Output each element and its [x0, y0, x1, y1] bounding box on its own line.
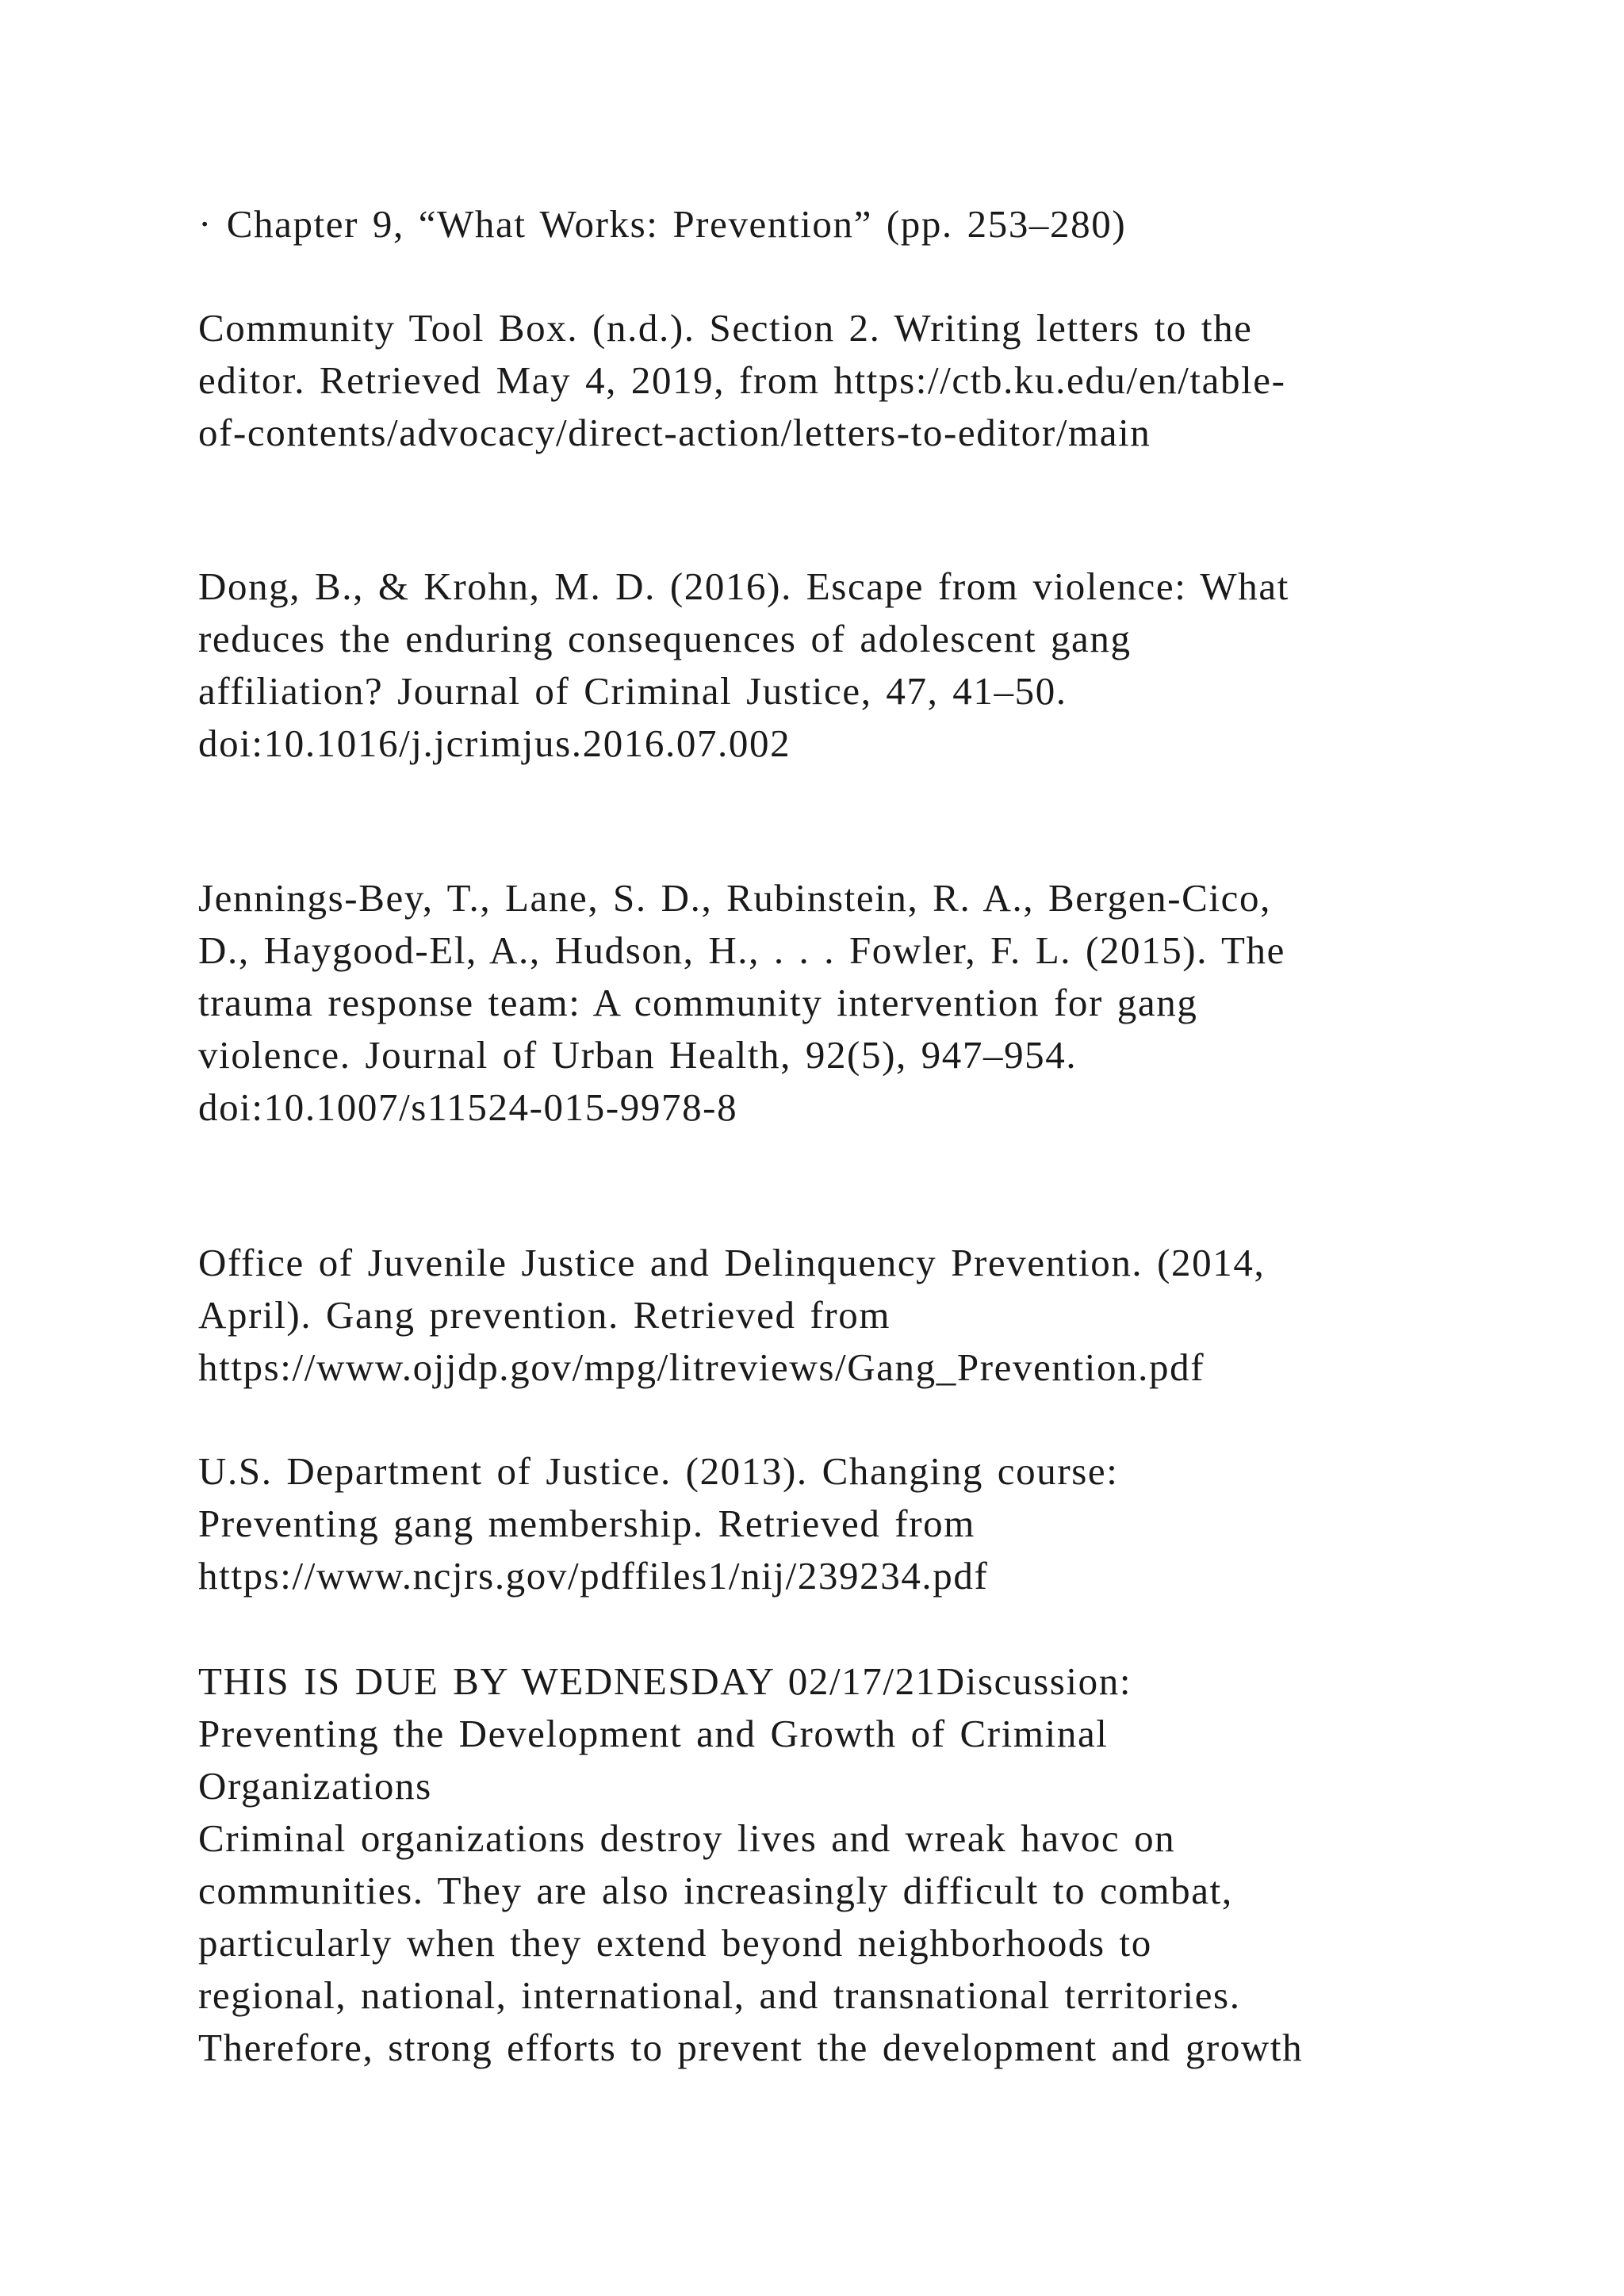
reference-jennings-bey	[198, 872, 1499, 1134]
reference-line: Dong, B., & Krohn, M. D. (2016). Escape from violence: What	[198, 564, 1289, 608]
discussion-body-line: Therefore, strong efforts to prevent the development and growth	[198, 2026, 1304, 2069]
reference-ojjdp	[198, 1237, 1499, 1394]
reference-dong-krohn	[198, 561, 1499, 770]
discussion-body-line: communities. They are also increasingly difficult to combat,	[198, 1869, 1233, 1912]
reference-line: affiliation? Journal of Criminal Justice, 47, 41–50.	[198, 669, 1067, 713]
reference-line: of-contents/advocacy/direct-action/letters-to-editor/main	[198, 411, 1151, 454]
reference-line: Preventing gang membership. Retrieved from	[198, 1502, 975, 1545]
reference-line: https://www.ncjrs.gov/pdffiles1/nij/239234.pdf	[198, 1554, 989, 1598]
reference-line: April). Gang prevention. Retrieved from	[198, 1293, 891, 1337]
discussion-body-line: Criminal organizations destroy lives and wreak havoc on	[198, 1816, 1176, 1860]
discussion-heading-line: Organizations	[198, 1764, 432, 1808]
discussion-section	[198, 1655, 1499, 2074]
reference-line: Jennings-Bey, T., Lane, S. D., Rubinstein, R. A., Bergen-Cico,	[198, 876, 1271, 920]
discussion-heading-line: Preventing the Development and Growth of Criminal	[198, 1712, 1109, 1755]
reference-line: doi:10.1007/s11524-015-9978-8	[198, 1085, 738, 1129]
reference-line: D., Haygood-El, A., Hudson, H., . . . Fowler, F. L. (2015). The	[198, 928, 1286, 972]
discussion-heading-line: THIS IS DUE BY WEDNESDAY 02/17/21Discussion:	[198, 1659, 1132, 1703]
reference-line: Community Tool Box. (n.d.). Section 2. Writing letters to the	[198, 306, 1253, 350]
reference-line: violence. Journal of Urban Health, 92(5), 947–954.	[198, 1033, 1078, 1077]
chapter-list-item	[198, 198, 1499, 251]
reference-line: reduces the enduring consequences of adolescent gang	[198, 617, 1132, 660]
chapter-item-text: · Chapter 9, “What Works: Prevention” (pp. 253–280)	[198, 202, 1127, 246]
discussion-body-line: regional, national, international, and transnational territories.	[198, 1973, 1241, 2017]
reference-line: https://www.ojjdp.gov/mpg/litreviews/Gang_Prevention.pdf	[198, 1345, 1205, 1389]
reference-line: U.S. Department of Justice. (2013). Changing course:	[198, 1449, 1119, 1493]
reference-community-tool-box	[198, 302, 1499, 459]
reference-line: editor. Retrieved May 4, 2019, from https://ctb.ku.edu/en/table-	[198, 358, 1286, 402]
discussion-body-line: particularly when they extend beyond neighborhoods to	[198, 1921, 1152, 1965]
reference-us-doj	[198, 1445, 1499, 1602]
reference-line: doi:10.1016/j.jcrimjus.2016.07.002	[198, 721, 791, 765]
reference-line: Office of Juvenile Justice and Delinquency Prevention. (2014,	[198, 1241, 1266, 1284]
reference-line: trauma response team: A community intervention for gang	[198, 981, 1198, 1024]
